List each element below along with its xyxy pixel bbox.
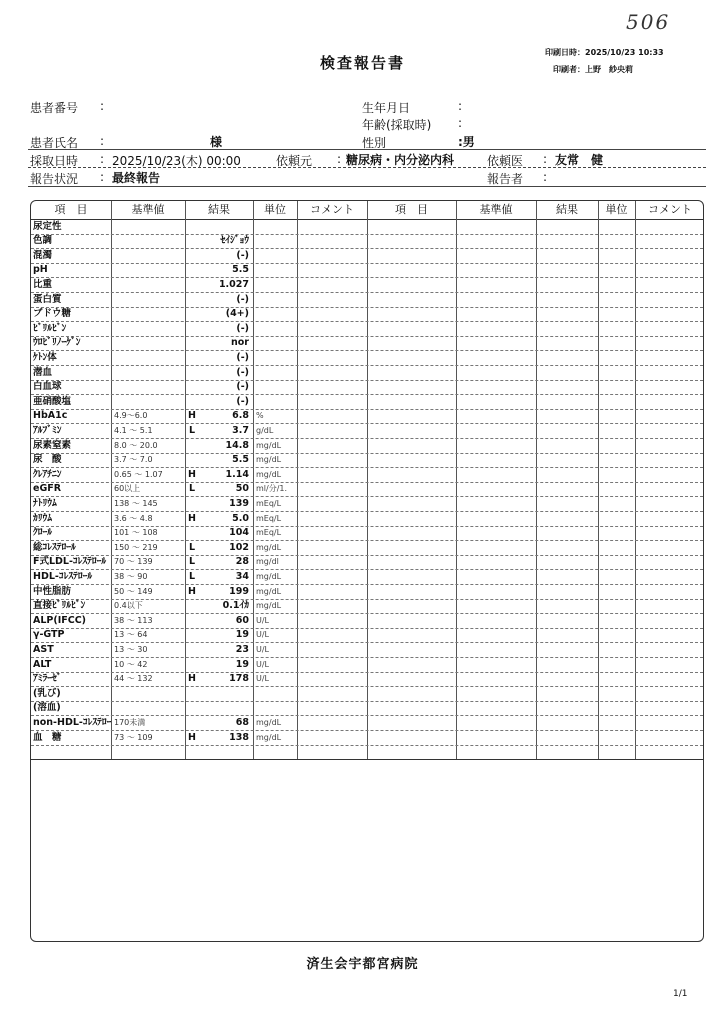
row-flag: L: [188, 483, 196, 495]
row-flag: [185, 497, 199, 511]
page-number: 1/1: [673, 989, 688, 999]
age-colon: :: [458, 116, 463, 130]
row-reference-range: 3.6 ～ 4.8: [114, 513, 153, 523]
row-unit: [256, 263, 296, 277]
row-item-name: 混濁: [33, 249, 53, 261]
report-status-label: 報告状況: [30, 172, 79, 186]
column-divider: [536, 201, 537, 759]
collection-date-label: 採取日時: [30, 154, 79, 168]
row-item-name: non-HDL-ｺﾚｽﾃﾛｰ: [33, 716, 111, 728]
row-flag: [185, 716, 199, 730]
row-result-value: [199, 220, 249, 234]
header-rule-2: [28, 167, 706, 168]
row-reference-range: 3.7 ～ 7.0: [114, 455, 153, 465]
row-reference-range: [114, 278, 184, 292]
row-unit: ml/分/1.: [256, 484, 288, 494]
row-item-name: (溶血): [33, 702, 61, 714]
row-unit: mg/dL: [256, 542, 282, 552]
results-table: [30, 200, 704, 942]
row-result-value: 28: [235, 556, 249, 568]
row-item-name: ｸﾚｱﾁﾆﾝ: [33, 468, 62, 480]
row-unit: [256, 701, 296, 715]
row-flag: [185, 220, 199, 234]
row-reference-range: [114, 351, 184, 365]
row-flag: L: [188, 570, 196, 582]
header-rule-1: [28, 149, 706, 150]
row-reference-range: [114, 395, 184, 409]
row-reference-range: 170未満: [114, 717, 146, 727]
column-header-4: コメント: [310, 203, 354, 216]
sex-label: 性別: [362, 136, 387, 150]
row-unit: [256, 322, 296, 336]
row-flag: H: [188, 731, 196, 743]
row-result-value: 1.027: [218, 278, 249, 290]
row-flag: L: [188, 541, 196, 553]
row-reference-range: 60以上: [114, 484, 141, 494]
row-reference-range: [114, 366, 184, 380]
patient-name-value: 様: [210, 135, 223, 149]
row-unit: mEq/L: [256, 513, 282, 523]
birth-colon: :: [458, 99, 463, 113]
row-unit: mg/dL: [256, 455, 282, 465]
row-reference-range: 0.4以下: [114, 601, 143, 611]
requester-value: 糖尿病・内分泌内科: [346, 153, 455, 167]
row-item-name: 蛋白質: [33, 293, 62, 305]
row-unit: [256, 307, 296, 321]
row-item-name: HbA1c: [33, 410, 68, 422]
row-result-value: nor: [231, 337, 249, 349]
row-result-value: 6.8: [232, 410, 249, 422]
collection-date-colon: :: [100, 152, 105, 166]
column-header-3: 単位: [264, 203, 286, 216]
row-flag: [185, 307, 199, 321]
column-header-1: 基準値: [131, 203, 165, 216]
row-result-value: 3.7: [232, 424, 249, 436]
row-reference-range: [114, 687, 184, 701]
row-result-value: 199: [229, 585, 249, 597]
row-result-value: 138: [229, 731, 249, 743]
row-reference-range: [114, 322, 184, 336]
row-item-name: ｱﾐﾗｰｾﾞ: [33, 673, 62, 685]
row-item-name: AST: [33, 643, 54, 655]
birth-label: 生年月日: [362, 101, 411, 115]
row-reference-range: 38 ～ 90: [114, 571, 148, 581]
row-reference-range: 38 ～ 113: [114, 615, 153, 625]
row-unit: g/dL: [256, 425, 274, 435]
row-reference-range: 13 ～ 30: [114, 644, 148, 654]
row-flag: [185, 658, 199, 672]
patient-name-label: 患者氏名: [30, 136, 79, 150]
row-flag: [185, 395, 199, 409]
row-result-value: 1.14: [225, 468, 249, 480]
report-status-colon: :: [100, 170, 105, 184]
row-result-value: 19: [235, 629, 249, 641]
hospital-name: 済生会宇都宮病院: [306, 957, 419, 972]
row-flag: [185, 366, 199, 380]
row-item-name: 色調: [33, 235, 53, 247]
row-item-name: γ-GTP: [33, 629, 65, 641]
header-rule-3: [28, 186, 706, 187]
print-date: 印刷日時：2025/10/23 10:33: [545, 48, 664, 57]
row-line: [31, 759, 703, 760]
column-divider: [367, 201, 368, 759]
row-unit: [256, 366, 296, 380]
row-item-name: ｹﾄﾝ体: [33, 351, 57, 363]
row-item-name: 尿定性: [33, 220, 62, 232]
row-reference-range: 13 ～ 64: [114, 630, 148, 640]
row-item-name: ﾋﾞﾘﾙﾋﾞﾝ: [33, 322, 67, 334]
row-flag: [185, 351, 199, 365]
row-unit: mg/dL: [256, 717, 282, 727]
row-flag: [185, 234, 199, 248]
printer-name: 印刷者：上野 紗央莉: [553, 65, 633, 74]
row-result-value: ｾｲｼﾞｮｳ: [220, 235, 249, 247]
row-result-value: 5.5: [232, 264, 249, 276]
row-result-value: (-): [236, 293, 249, 305]
doctor-value: 友常 健: [555, 153, 604, 167]
row-unit: mg/dL: [256, 469, 282, 479]
row-result-value: (-): [236, 395, 249, 407]
row-result-value: 139: [229, 497, 249, 509]
row-reference-range: 70 ～ 139: [114, 557, 153, 567]
row-flag: [185, 628, 199, 642]
row-result-value: 34: [235, 570, 249, 582]
row-result-value: [199, 687, 249, 701]
row-item-name: ｱﾙﾌﾞﾐﾝ: [33, 424, 62, 436]
row-result-value: 5.5: [232, 454, 249, 466]
row-reference-range: [114, 263, 184, 277]
row-unit: [256, 249, 296, 263]
row-item-name: 総ｺﾚｽﾃﾛｰﾙ: [33, 541, 76, 553]
row-unit: [256, 293, 296, 307]
row-result-value: (-): [236, 322, 249, 334]
column-header-8: 単位: [605, 203, 628, 216]
row-unit: %: [256, 411, 264, 421]
row-result-value: 102: [229, 541, 249, 553]
row-reference-range: 50 ～ 149: [114, 586, 153, 596]
row-item-name: ブドウ糖: [33, 308, 72, 320]
row-item-name: pH: [33, 264, 48, 276]
row-item-name: 比重: [33, 278, 53, 290]
row-flag: [185, 322, 199, 336]
row-result-value: 14.8: [225, 439, 249, 451]
reporter-label: 報告者: [487, 172, 524, 186]
row-reference-range: [114, 220, 184, 234]
row-flag: [185, 643, 199, 657]
row-unit: mg/dl: [256, 557, 279, 567]
patient-name-colon: :: [100, 134, 105, 148]
row-result-value: (-): [236, 249, 249, 261]
row-unit: mEq/L: [256, 498, 282, 508]
doctor-label: 依頼医: [487, 154, 524, 168]
column-divider: [297, 201, 298, 759]
row-unit: U/L: [256, 630, 270, 640]
row-flag: L: [188, 556, 196, 568]
report-status-value: 最終報告: [112, 171, 161, 185]
row-item-name: eGFR: [33, 483, 62, 495]
row-flag: L: [188, 424, 196, 436]
column-header-7: 結果: [556, 203, 578, 216]
row-flag: H: [188, 585, 196, 597]
row-result-value: (-): [236, 351, 249, 363]
column-divider: [598, 201, 599, 759]
row-result-value: 50: [235, 483, 249, 495]
row-item-name: ALT: [33, 658, 52, 670]
patient-no-label: 患者番号: [30, 101, 79, 115]
row-unit: mEq/L: [256, 528, 282, 538]
row-result-value: 5.0: [232, 512, 249, 524]
column-header-5: 項 目: [395, 203, 428, 216]
row-unit: mg/dL: [256, 732, 282, 742]
row-result-value: (-): [236, 381, 249, 393]
row-flag: [185, 380, 199, 394]
row-unit: [256, 220, 296, 234]
row-item-name: ﾅﾄﾘｳﾑ: [33, 497, 57, 509]
requester-colon: :: [337, 152, 342, 166]
row-unit: U/L: [256, 659, 270, 669]
row-flag: H: [188, 468, 196, 480]
page-title: 検査報告書: [319, 54, 405, 72]
row-reference-range: [114, 234, 184, 248]
row-result-value: 0.1ｲｶ: [222, 600, 249, 612]
row-unit: [256, 687, 296, 701]
row-unit: [256, 234, 296, 248]
row-result-value: 68: [235, 716, 249, 728]
row-item-name: 中性脂肪: [33, 585, 72, 597]
row-reference-range: 8.0 ～ 20.0: [114, 440, 158, 450]
row-flag: H: [188, 410, 196, 422]
row-unit: mg/dL: [256, 586, 282, 596]
column-divider: [111, 201, 112, 759]
row-item-name: ALP(IFCC): [33, 614, 87, 626]
row-item-name: 直接ﾋﾞﾘﾙﾋﾞﾝ: [33, 600, 86, 612]
row-flag: [185, 278, 199, 292]
row-result-value: 23: [235, 643, 249, 655]
row-flag: [185, 249, 199, 263]
row-unit: mg/dL: [256, 601, 282, 611]
row-reference-range: [114, 293, 184, 307]
row-reference-range: [114, 701, 184, 715]
row-unit: U/L: [256, 674, 270, 684]
column-divider: [635, 201, 636, 759]
row-result-value: (-): [236, 366, 249, 378]
row-flag: [185, 439, 199, 453]
row-reference-range: 0.65 ～ 1.07: [114, 469, 163, 479]
row-item-name: 血 糖: [33, 731, 62, 743]
row-result-value: [199, 701, 249, 715]
row-item-name: 白血球: [33, 381, 62, 393]
row-flag: [185, 293, 199, 307]
row-reference-range: 10 ～ 42: [114, 659, 148, 669]
row-unit: U/L: [256, 644, 270, 654]
row-result-value: 178: [229, 673, 249, 685]
row-unit: [256, 380, 296, 394]
row-item-name: (乳び): [33, 687, 61, 699]
row-flag: [185, 614, 199, 628]
row-flag: [185, 701, 199, 715]
row-result-value: 104: [229, 527, 249, 539]
row-flag: [185, 453, 199, 467]
row-item-name: ｳﾛﾋﾞﾘﾉｰｹﾞﾝ: [33, 337, 81, 349]
patient-no-colon: :: [100, 99, 105, 113]
row-item-name: ｶﾘｳﾑ: [33, 512, 53, 524]
row-flag: [185, 687, 199, 701]
row-unit: [256, 336, 296, 350]
row-reference-range: [114, 307, 184, 321]
row-flag: [185, 599, 199, 613]
row-unit: [256, 278, 296, 292]
row-flag: [185, 526, 199, 540]
row-reference-range: 4.1 ～ 5.1: [114, 425, 153, 435]
column-divider: [253, 201, 254, 759]
row-item-name: F式LDL-ｺﾚｽﾃﾛｰﾙ: [33, 556, 107, 568]
requester-label: 依頼元: [276, 154, 313, 168]
row-reference-range: [114, 249, 184, 263]
row-item-name: 潜血: [33, 366, 53, 378]
column-header-9: コメント: [648, 203, 692, 216]
row-reference-range: [114, 380, 184, 394]
handwritten-number: 506: [626, 10, 671, 34]
column-header-0: 項 目: [54, 203, 88, 216]
row-reference-range: 4.9～6.0: [114, 411, 148, 421]
sex-value: :男: [458, 135, 475, 149]
row-reference-range: 150 ～ 219: [114, 542, 158, 552]
row-flag: H: [188, 673, 196, 685]
row-item-name: 尿素窒素: [33, 439, 72, 451]
row-reference-range: 73 ～ 109: [114, 732, 153, 742]
row-item-name: ｸﾛｰﾙ: [33, 527, 53, 539]
age-label: 年齢(採取時): [362, 118, 432, 132]
column-header-2: 結果: [208, 203, 230, 216]
row-flag: [185, 336, 199, 350]
column-header-6: 基準値: [479, 203, 513, 216]
doctor-colon: :: [543, 152, 548, 166]
row-result-value: 60: [235, 614, 249, 626]
row-result-value: 19: [235, 658, 249, 670]
column-divider: [456, 201, 457, 759]
row-item-name: 尿 酸: [33, 454, 62, 466]
row-item-name: 亜硝酸塩: [33, 395, 72, 407]
row-unit: mg/dL: [256, 440, 282, 450]
row-unit: [256, 351, 296, 365]
row-reference-range: 101 ～ 108: [114, 528, 158, 538]
row-unit: [256, 395, 296, 409]
row-unit: U/L: [256, 615, 270, 625]
row-flag: H: [188, 512, 196, 524]
row-flag: [185, 263, 199, 277]
row-reference-range: 44 ～ 132: [114, 674, 153, 684]
collection-date-value: 2025/10/23(木) 00:00: [112, 154, 241, 168]
row-line: [31, 745, 703, 746]
row-result-value: (4+): [225, 308, 249, 320]
row-unit: mg/dL: [256, 571, 282, 581]
row-reference-range: [114, 336, 184, 350]
reporter-colon: :: [543, 170, 548, 184]
row-reference-range: 138 ～ 145: [114, 498, 158, 508]
row-item-name: HDL-ｺﾚｽﾃﾛｰﾙ: [33, 570, 93, 582]
